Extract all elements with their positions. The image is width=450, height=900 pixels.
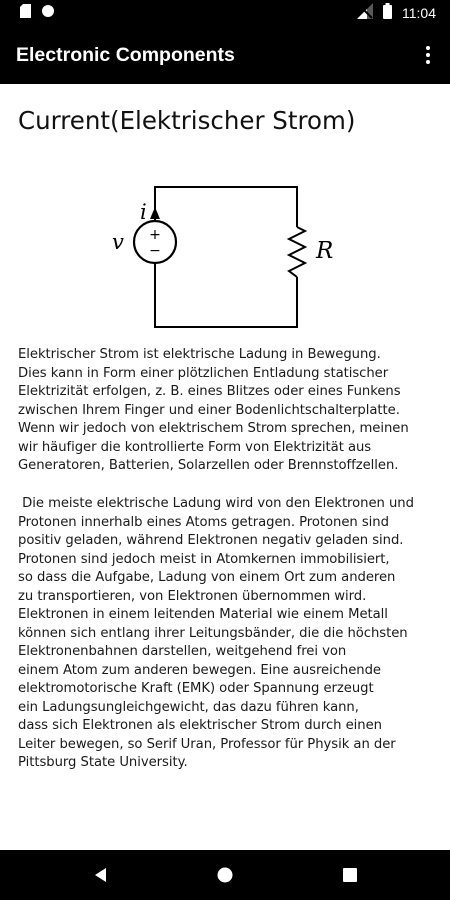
status-time: 11:04 bbox=[402, 5, 436, 21]
text-line: zwischen Ihrem Finger und einer Bodenlichtschalterplatte. bbox=[18, 402, 400, 418]
recents-icon[interactable] bbox=[338, 864, 362, 886]
text-line: so dass die Aufgabe, Ladung von einem Ort zum anderen bbox=[18, 570, 396, 585]
sd-card-icon bbox=[20, 4, 31, 23]
resistor-label: R bbox=[316, 238, 334, 264]
text-line: Protonen innerhalb eines Atoms getragen. Protonen sind bbox=[18, 514, 389, 530]
app-title: Electronic Components bbox=[16, 43, 235, 66]
text-line: wir häufiger die kontrollierte Form von Elektrizität aus bbox=[18, 439, 372, 455]
text-line: Elektronen in einem leitenden Material wie einem Metall bbox=[18, 607, 388, 622]
text-line: positiv geladen, während Elektronen negativ geladen sind. bbox=[18, 533, 404, 548]
text-line: einem Atom zum anderen bewegen. Eine ausreichende bbox=[18, 662, 381, 678]
text-line: Wenn wir jedoch von elektrischem Strom sprechen, meinen bbox=[18, 421, 409, 436]
home-icon[interactable] bbox=[213, 864, 237, 886]
text-line: Elektrizität erfolgen, z. B. eines Blitzes oder eines Funkens bbox=[18, 384, 401, 399]
paragraph-1 bbox=[18, 346, 448, 476]
source-label: v bbox=[112, 230, 124, 254]
battery-icon bbox=[383, 3, 392, 24]
current-arrow-icon bbox=[150, 207, 160, 219]
text-line: Pittsburg State University. bbox=[18, 755, 188, 770]
text-line: zu transportieren, von Elektronen übernommen wird. bbox=[18, 588, 367, 604]
page-title: Current(Elektrischer Strom) bbox=[18, 106, 356, 135]
text-line: elektromotorische Kraft (EMK) oder Spannung erzeugt bbox=[18, 681, 374, 696]
status-bar bbox=[0, 0, 450, 26]
circle-icon bbox=[41, 4, 55, 23]
text-line: Protonen sind jedoch meist in Atomkernen immobilisiert, bbox=[18, 551, 390, 567]
paragraph-2 bbox=[18, 495, 448, 773]
minus-sign: − bbox=[149, 243, 161, 259]
resistor-icon bbox=[289, 227, 305, 277]
text-line: Generatoren, Batterien, Solarzellen oder Brennstoffzellen. bbox=[18, 458, 399, 473]
signal-icon bbox=[357, 3, 373, 24]
navigation-bar bbox=[0, 850, 450, 900]
current-label: i bbox=[140, 200, 147, 224]
text-line: Dies kann in Form einer plötzlichen Entladung statischer bbox=[18, 365, 389, 381]
back-icon[interactable] bbox=[88, 864, 112, 886]
text-line: können sich entlang ihrer Leitungsbänder, die die höchsten bbox=[18, 625, 408, 641]
text-line: Die meiste elektrische Ladung wird von den Elektronen und bbox=[18, 496, 414, 511]
text-line: Elektrischer Strom ist elektrische Ladung in Bewegung. bbox=[18, 347, 381, 362]
text-line: ein Ladungsungleichgewicht, das dazu führen kann, bbox=[18, 699, 359, 715]
plus-sign: + bbox=[149, 227, 161, 243]
text-line: dass sich Elektronen als elektrischer Strom durch einen bbox=[18, 718, 382, 733]
circuit-wires bbox=[155, 187, 297, 327]
overflow-menu-icon[interactable] bbox=[416, 35, 440, 75]
text-line: Elektronenbahnen darstellen, weitgehend frei von bbox=[18, 644, 347, 659]
article-content[interactable] bbox=[0, 84, 450, 850]
text-line: Leiter bewegen, so Serif Uran, Professor für Physik an der bbox=[18, 736, 396, 752]
app-bar bbox=[0, 26, 450, 84]
circuit-diagram bbox=[100, 177, 350, 332]
